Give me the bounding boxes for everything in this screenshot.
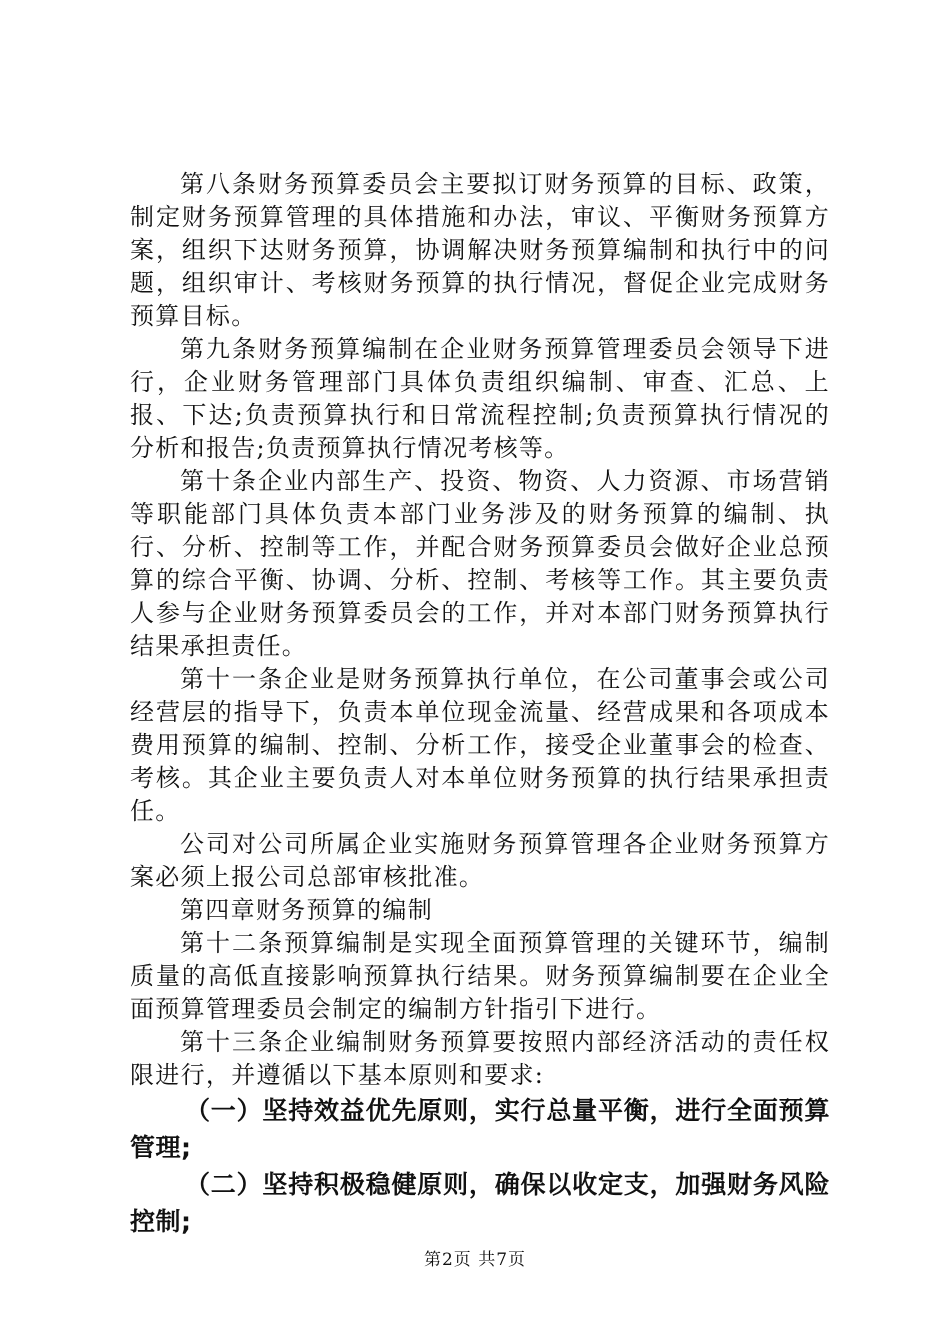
chapter-4-heading: 第四章财务预算的编制 bbox=[180, 896, 433, 924]
article-11-paragraph: 第十一条企业是财务预算执行单位，在公司董事会或公司经营层的指导下，负责本单位现金流量、经营成果和各项成本费用预算的编制、控制、分析工作，接受企业董事会的检查、考核。其企业主要负责人对本单位财务预算的执行结果承担责任。 bbox=[130, 665, 830, 825]
article-13-paragraph: 第十三条企业编制财务预算要按照内部经济活动的责任权限进行，并遵循以下基本原则和要求: bbox=[130, 1028, 830, 1089]
document-body bbox=[130, 168, 830, 1240]
article-8-paragraph: 第八条财务预算委员会主要拟订财务预算的目标、政策，制定财务预算管理的具体措施和办法，审议、平衡财务预算方案，组织下达财务预算，协调解决财务预算编制和执行中的问题，组织审计、考核财务预算的执行情况，督促企业完成财务预算目标。 bbox=[130, 170, 830, 330]
company-approval-paragraph: 公司对公司所属企业实施财务预算管理各企业财务预算方案必须上报公司总部审核批准。 bbox=[130, 830, 830, 891]
article-9-paragraph: 第九条财务预算编制在企业财务预算管理委员会领导下进行，企业财务管理部门具体负责组织编制、审查、汇总、上报、下达;负责预算执行和日常流程控制;负责预算执行情况的分析和报告;负责预算执行情况考核等。 bbox=[130, 335, 830, 462]
principle-1-item: （一）坚持效益优先原则，实行总量平衡，进行全面预算管理; bbox=[130, 1096, 830, 1162]
article-10-paragraph: 第十条企业内部生产、投资、物资、人力资源、市场营销等职能部门具体负责本部门业务涉及的财务预算的编制、执行、分析、控制等工作，并配合财务预算委员会做好企业总预算的综合平衡、协调、分析、控制、考核等工作。其主要负责人参与企业财务预算委员会的工作，并对本部门财务预算执行结果承担责任。 bbox=[130, 467, 830, 660]
page-number-footer: 第2页 共7页 bbox=[423, 1250, 527, 1270]
article-12-paragraph: 第十二条预算编制是实现全面预算管理的关键环节，编制质量的高低直接影响预算执行结果。财务预算编制要在企业全面预算管理委员会制定的编制方针指引下进行。 bbox=[130, 929, 830, 1023]
principle-2-item: （二）坚持积极稳健原则，确保以收定支，加强财务风险控制; bbox=[130, 1170, 830, 1236]
